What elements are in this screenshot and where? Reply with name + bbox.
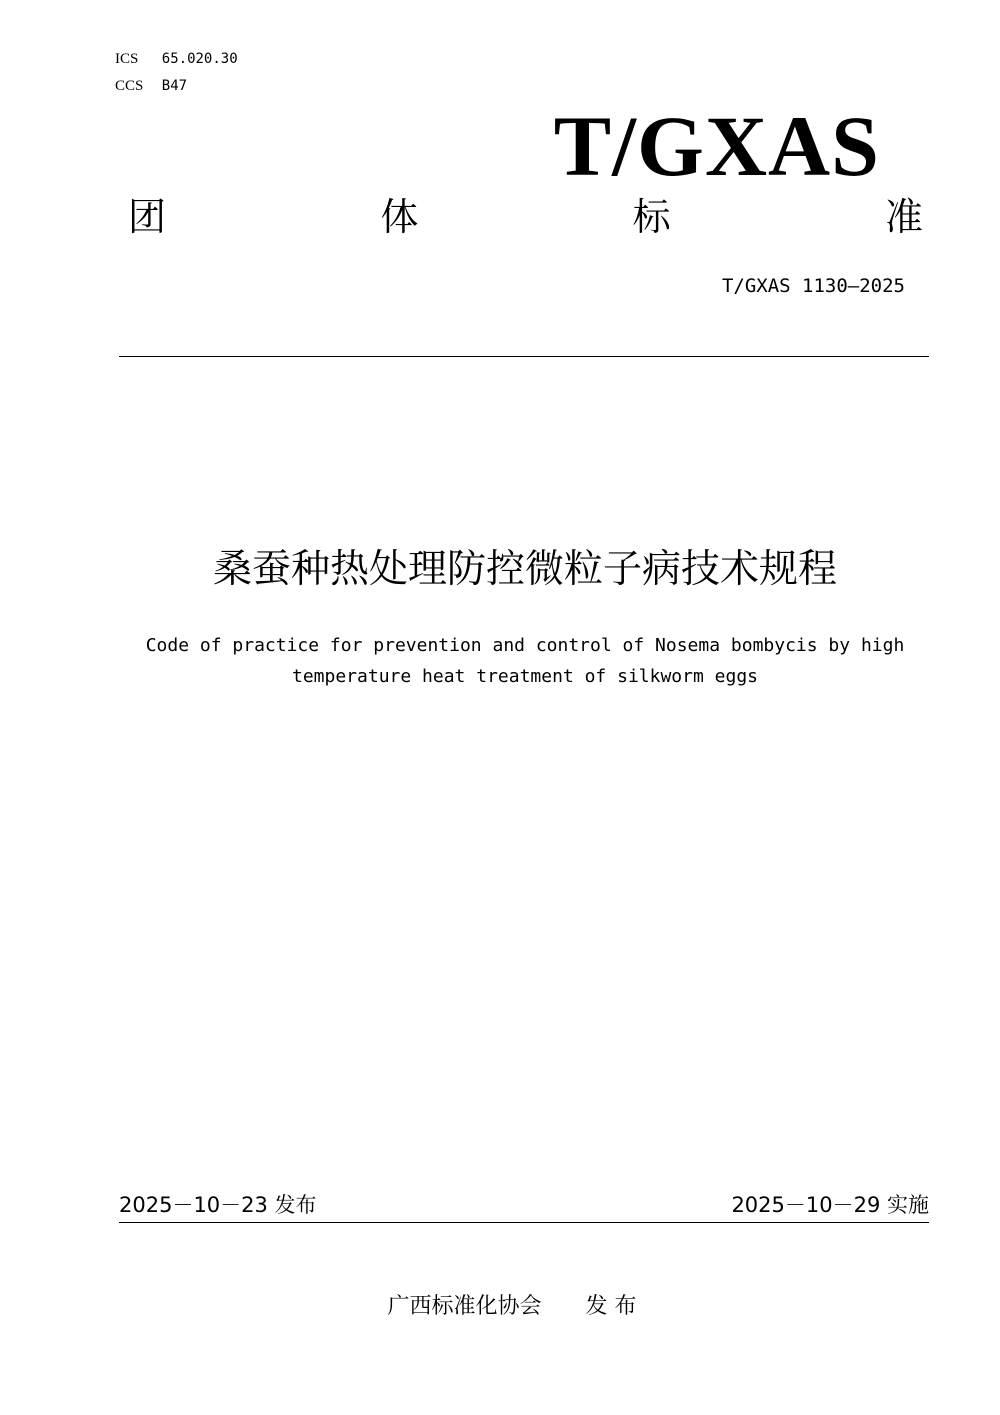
standard-type-heading (128, 192, 923, 242)
ccs-value: B47 (161, 78, 188, 94)
ccs-classification (115, 75, 187, 96)
standard-type-char: 体 (380, 195, 419, 239)
publisher-line (0, 1292, 1000, 1322)
implementation-date: 2025－10－29 实施 (731, 1193, 929, 1217)
english-title-line: Code of practice for prevention and control of Nosema bombycis by high (145, 635, 905, 656)
publisher-action: 发 布 (585, 1294, 637, 1319)
ics-value: 65.020.30 (161, 51, 238, 67)
ics-label: ICS (115, 51, 139, 67)
footer-divider (119, 1222, 929, 1223)
ccs-label: CCS (115, 78, 144, 94)
standard-type-char: 标 (632, 195, 671, 239)
standard-number: T/GXAS 1130—2025 (721, 275, 905, 297)
publisher-organization: 广西标准化协会 (387, 1294, 542, 1319)
header-divider (119, 356, 929, 357)
document-title-chinese: 桑蚕种热处理防控微粒子病技术规程 (212, 547, 837, 592)
issue-date: 2025－10－23 发布 (119, 1193, 317, 1217)
standard-brand-mark: T/GXAS (553, 98, 880, 194)
standard-type-char: 团 (128, 195, 167, 239)
english-title-line: temperature heat treatment of silkworm eggs (292, 666, 758, 687)
ics-classification (115, 48, 238, 69)
document-title-english (100, 630, 950, 692)
standard-type-char: 准 (884, 195, 923, 239)
